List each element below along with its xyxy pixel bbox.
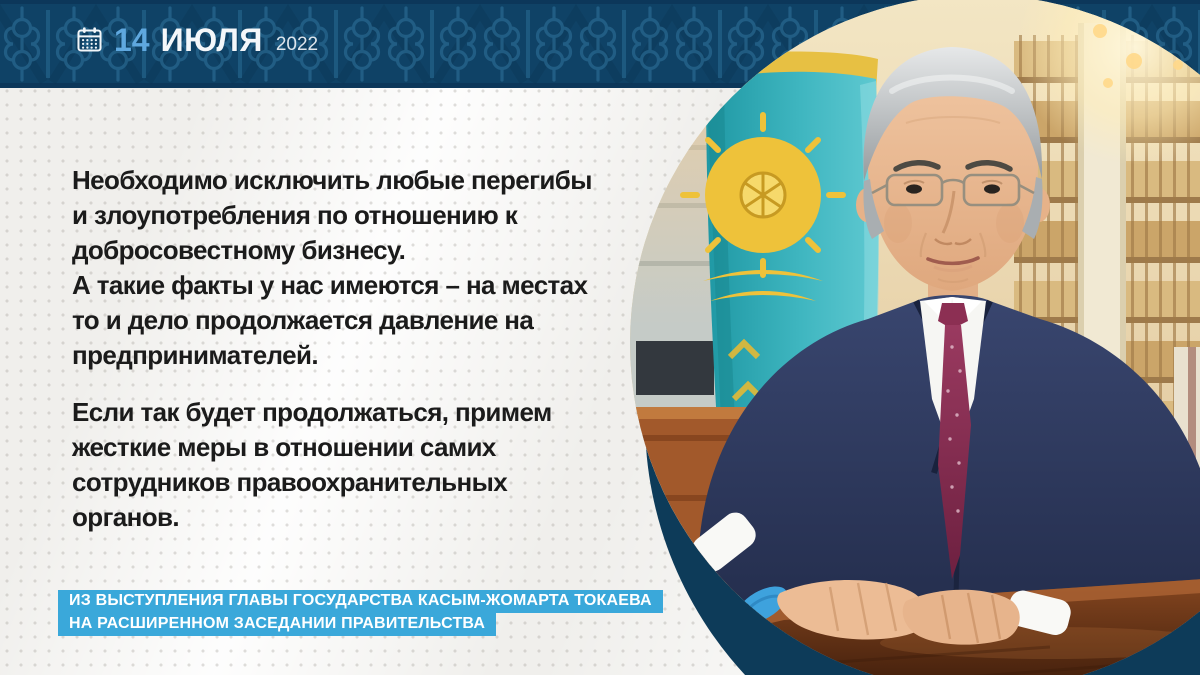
quote-paragraph-gap bbox=[72, 373, 592, 395]
quote-line: то и дело продолжается давление на bbox=[72, 305, 534, 335]
quote-line: добросовестному бизнесу. bbox=[72, 235, 406, 265]
date-year: 2022 bbox=[275, 34, 319, 55]
date-month: ИЮЛЯ bbox=[160, 22, 263, 58]
date bbox=[76, 24, 318, 56]
quote-line: сотрудников правоохранительных bbox=[72, 467, 508, 497]
quote-line: жесткие меры в отношении самих bbox=[72, 432, 496, 462]
quote-line: Если так будет продолжаться, примем bbox=[72, 397, 552, 427]
calendar-icon bbox=[76, 26, 103, 53]
quote-text bbox=[72, 163, 592, 535]
quote-line: предпринимателей. bbox=[72, 340, 318, 370]
quote-line: и злоупотребления по отношению к bbox=[72, 200, 518, 230]
attribution-line-1: ИЗ ВЫСТУПЛЕНИЯ ГЛАВЫ ГОСУДАРСТВА КАСЫМ-ЖОМАРТА ТОКАЕВА bbox=[58, 590, 663, 613]
date-day: 14 bbox=[114, 22, 150, 58]
quote-line: органов. bbox=[72, 502, 180, 532]
quote-line: А такие факты у нас имеются – на местах bbox=[72, 270, 588, 300]
attribution bbox=[58, 590, 663, 636]
quote-line: Необходимо исключить любые перегибы bbox=[72, 165, 592, 195]
attribution-line-2: НА РАСШИРЕННОМ ЗАСЕДАНИИ ПРАВИТЕЛЬСТВА bbox=[58, 613, 496, 636]
